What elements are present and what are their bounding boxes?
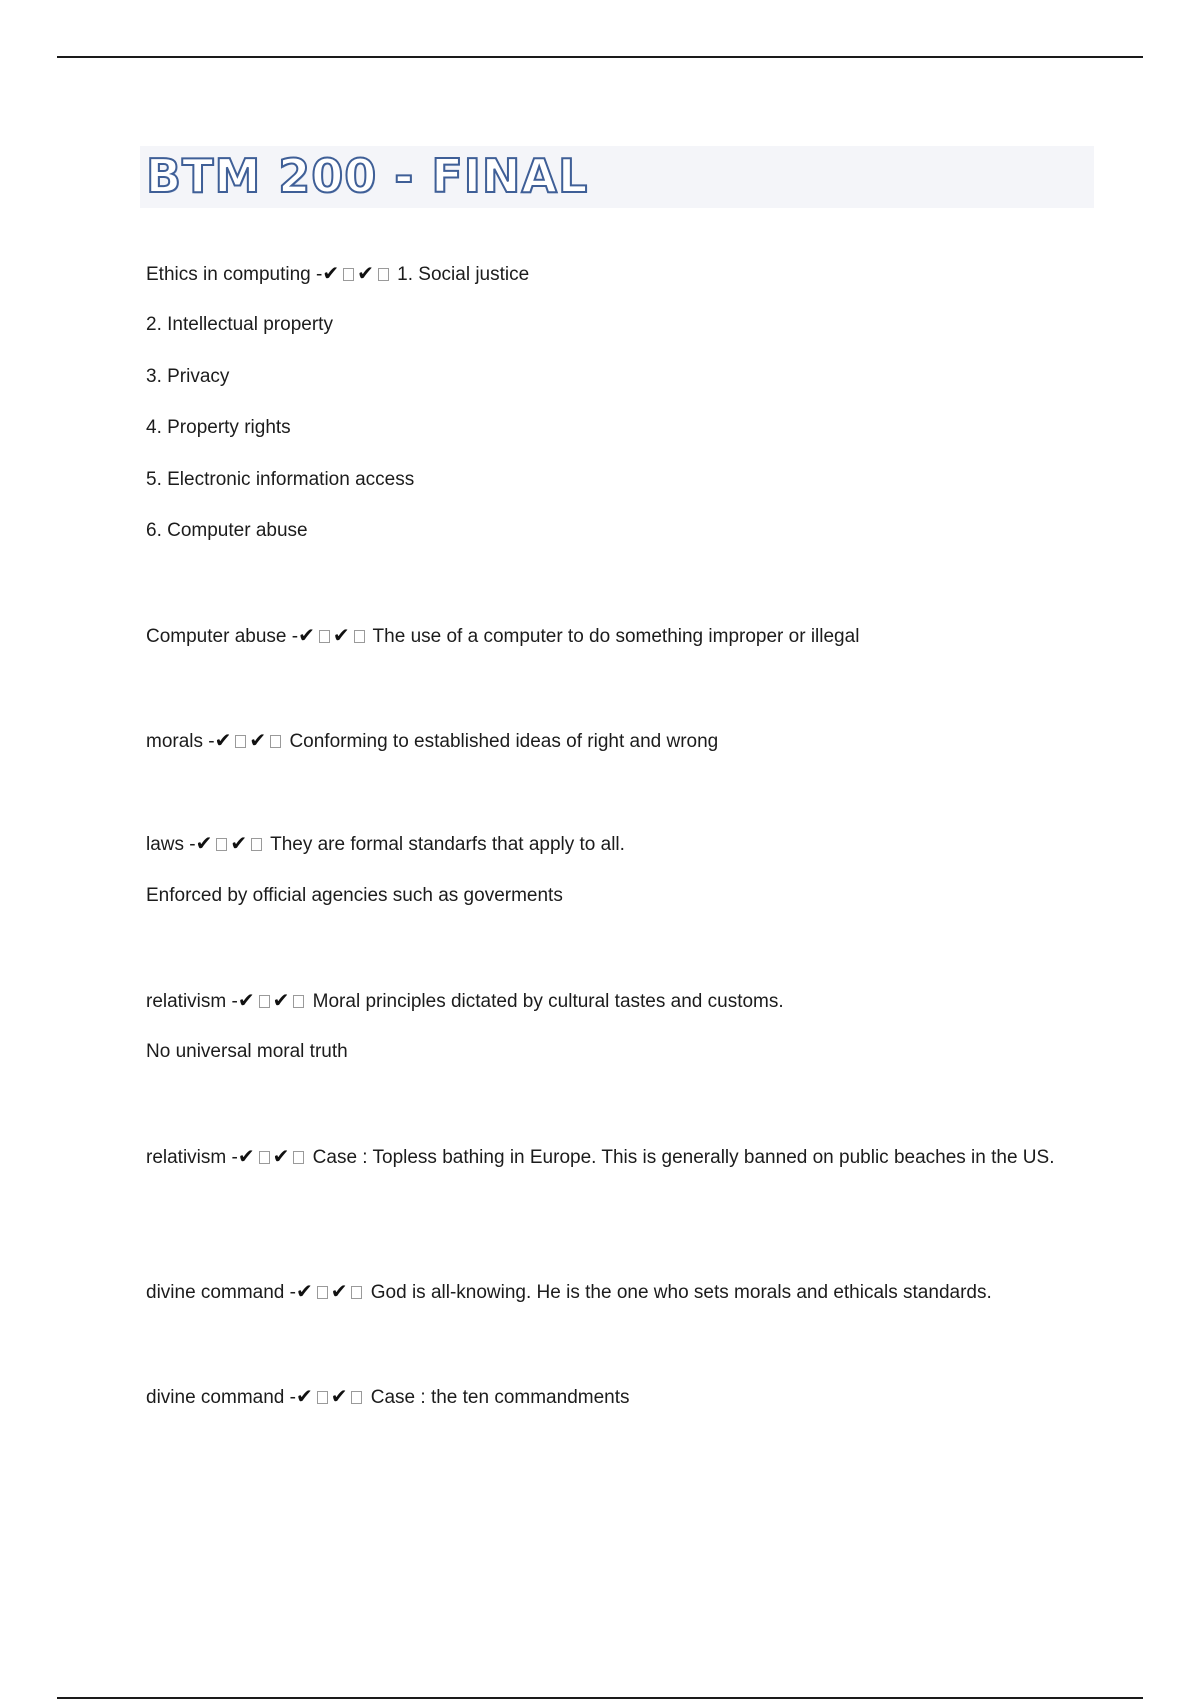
checkmark-icon: ✔ [237, 1146, 255, 1168]
checkmark-icon: ✔ [230, 833, 248, 855]
card-definition: Moral principles dictated by cultural tastes and customs. [312, 991, 784, 1012]
header-rule [57, 56, 1143, 58]
checkmark-icon: ✔ [195, 833, 213, 855]
card-term-row [146, 624, 859, 649]
card-definition: Conforming to established ideas of right and wrong [289, 731, 719, 752]
card-term: divine command - [146, 1387, 296, 1408]
checkmark-icon: ✔ [272, 1146, 290, 1168]
checkmark-icon: ✔ [357, 263, 374, 285]
card-term-row [146, 1385, 630, 1410]
title-banner [140, 146, 1094, 208]
card-term-row [146, 729, 718, 754]
checkmark-icon: ✔ [295, 1281, 313, 1303]
card-extra-line: 6. Computer abuse [146, 520, 308, 541]
card-term-row [146, 262, 529, 287]
card-definition: The use of a computer to do something improper or illegal [372, 626, 860, 647]
document-title: BTM 200 - FINAL [146, 149, 589, 203]
card-extra-line: 3. Privacy [146, 366, 230, 387]
card-extra-line: 2. Intellectual property [146, 314, 333, 335]
box-icon [259, 995, 270, 1008]
checkmark-icon: ✔ [272, 990, 290, 1012]
card-extra-line: No universal moral truth [146, 1041, 348, 1062]
card-term-row [146, 989, 784, 1014]
checkmark-icon: ✔ [298, 625, 315, 647]
card-extra-line: 4. Property rights [146, 417, 291, 438]
box-icon [317, 1391, 328, 1404]
checkmark-icon: ✔ [249, 730, 267, 752]
checkmark-icon: ✔ [330, 1281, 348, 1303]
card-term-row [146, 1141, 1096, 1174]
card-extra-line: Enforced by official agencies such as goverments [146, 885, 563, 906]
card-definition: They are formal standarfs that apply to all. [270, 834, 625, 855]
box-icon [319, 630, 330, 643]
card-term: Computer abuse - [146, 626, 299, 647]
checkmark-icon: ✔ [295, 1386, 313, 1408]
box-icon [343, 268, 354, 281]
checkmark-icon: ✔ [332, 625, 350, 647]
box-icon [378, 268, 389, 281]
box-icon [259, 1151, 270, 1164]
checkmark-icon: ✔ [322, 263, 340, 285]
card-term-row [146, 832, 625, 857]
box-icon [293, 995, 304, 1008]
card-term: Ethics in computing - [146, 264, 323, 285]
box-icon [270, 735, 281, 748]
card-term: relativism - [146, 1147, 238, 1168]
box-icon [317, 1286, 328, 1299]
card-definition: God is all-knowing. He is the one who sets morals and ethicals standards. [370, 1282, 992, 1303]
box-icon [351, 1391, 362, 1404]
card-term: laws - [146, 834, 196, 855]
card-term-row [146, 1280, 992, 1305]
box-icon [251, 838, 262, 851]
box-icon [216, 838, 227, 851]
card-definition: Case : the ten commandments [370, 1387, 630, 1408]
card-term: relativism - [146, 991, 238, 1012]
card-definition: 1. Social justice [397, 264, 530, 285]
checkmark-icon: ✔ [330, 1386, 348, 1408]
box-icon [235, 735, 246, 748]
card-definition: Case : Topless bathing in Europe. This is generally banned on public beaches in the US. [312, 1147, 1055, 1168]
checkmark-icon: ✔ [237, 990, 255, 1012]
box-icon [351, 1286, 362, 1299]
checkmark-icon: ✔ [214, 730, 232, 752]
card-term: divine command - [146, 1282, 296, 1303]
footer-rule [57, 1697, 1143, 1699]
card-extra-line: 5. Electronic information access [146, 469, 415, 490]
card-term: morals - [146, 731, 215, 752]
box-icon [293, 1151, 304, 1164]
box-icon [354, 630, 365, 643]
